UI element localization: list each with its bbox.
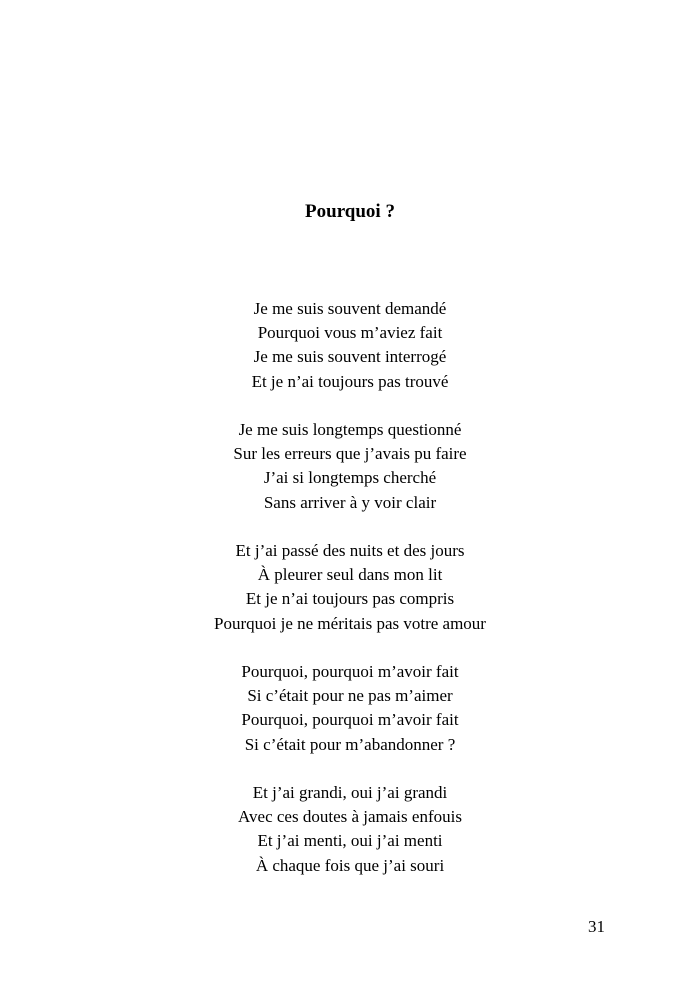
poem-line: Pourquoi je ne méritais pas votre amour xyxy=(214,613,486,633)
poem-line: Sans arriver à y voir clair xyxy=(263,492,437,512)
poem-line: J’ai si longtemps cherché xyxy=(263,468,437,488)
page-number: 31 xyxy=(588,917,605,936)
poem-line: Et j’ai passé des nuits et des jours xyxy=(235,541,465,560)
poem-line: Pourquoi, pourquoi m’avoir fait xyxy=(241,662,459,681)
stanza-4 xyxy=(0,660,700,757)
poem-line: Et je n’ai toujours pas trouvé xyxy=(251,371,449,391)
poem-line: Et j’ai grandi, oui j’ai grandi xyxy=(252,783,448,802)
poem-line: Je me suis souvent interrogé xyxy=(253,347,447,367)
stanza-5 xyxy=(0,781,700,878)
poem-line: À chaque fois que j’ai souri xyxy=(255,855,445,875)
poem-line: Je me suis longtemps questionné xyxy=(238,420,462,439)
poem-line: Si c’était pour m’abandonner ? xyxy=(244,734,456,754)
stanza-3 xyxy=(0,539,700,636)
poem-line: Avec ces doutes à jamais enfouis xyxy=(238,807,462,827)
poem-title: Pourquoi ? xyxy=(305,201,395,222)
poem-line: Et j’ai menti, oui j’ai menti xyxy=(257,831,443,851)
poem-line: Je me suis souvent demandé xyxy=(253,299,447,318)
poem-line: Pourquoi vous m’aviez fait xyxy=(257,323,443,343)
poem-line: À pleurer seul dans mon lit xyxy=(257,565,443,585)
poem-line: Pourquoi, pourquoi m’avoir fait xyxy=(241,710,459,730)
stanza-1 xyxy=(0,297,700,394)
poem-line: Et je n’ai toujours pas compris xyxy=(245,589,455,609)
poem-body xyxy=(0,297,700,878)
poem-line: Sur les erreurs que j’avais pu faire xyxy=(233,444,467,464)
poem-line: Si c’était pour ne pas m’aimer xyxy=(247,686,453,706)
stanza-2 xyxy=(0,418,700,515)
